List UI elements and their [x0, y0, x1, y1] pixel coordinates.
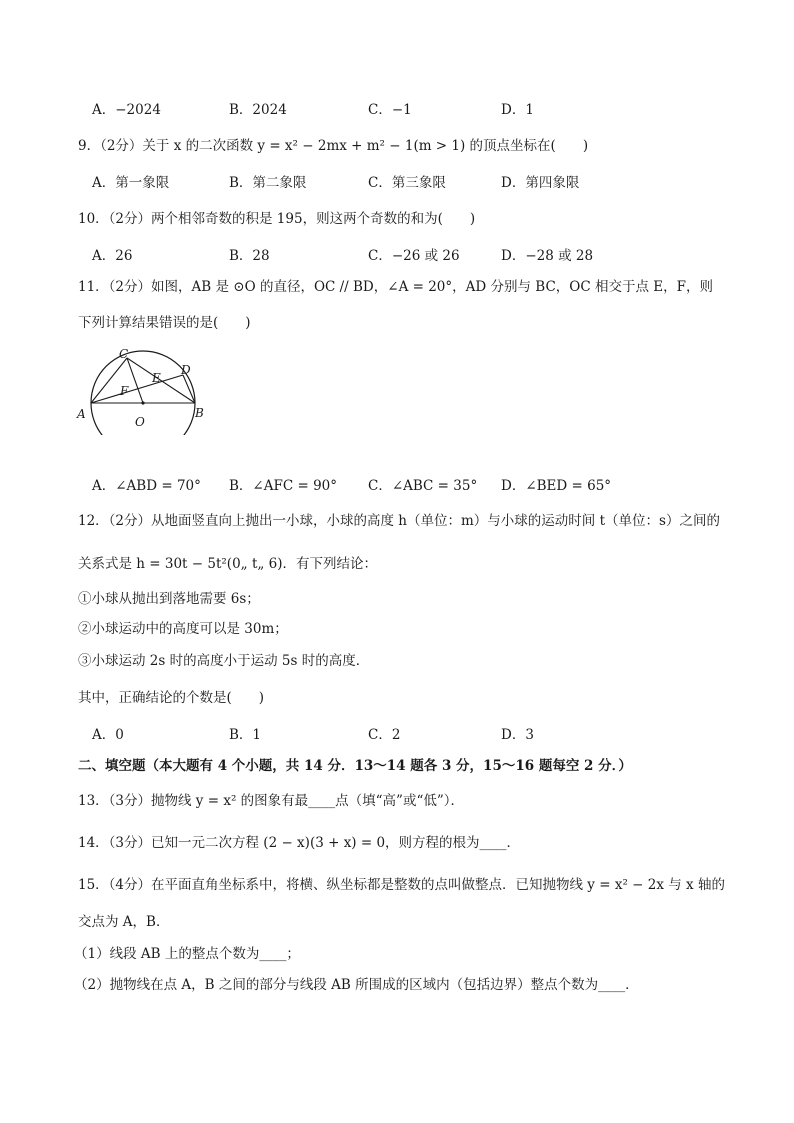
q12-ask: 其中，正确结论的个数是( ) — [78, 690, 265, 706]
q11-circle-figure — [74, 345, 214, 435]
q9-option-a[interactable]: A．第一象限 — [92, 175, 170, 191]
q13-stem: 13．（3分）抛物线 y = x² 的图象有最____点（填“高”或“低”）． — [78, 793, 465, 809]
q12-options — [92, 726, 712, 744]
q8-option-c[interactable]: C．−1 — [368, 102, 412, 118]
q11-stem-line2: 下列计算结果错误的是( ) — [78, 315, 251, 331]
q11-option-d[interactable]: D．∠BED = 65° — [501, 478, 612, 494]
q10-option-a[interactable]: A．26 — [92, 248, 133, 264]
label-e: E — [152, 371, 161, 385]
q9-options — [92, 174, 712, 192]
section-2-heading: 二、填空题（本大题有 4 个小题，共 14 分．13～14 题各 3 分，15～16 题每空 2 分．） — [78, 758, 632, 774]
segment-ad — [91, 375, 183, 403]
label-f: F — [120, 384, 129, 398]
q10-options — [92, 247, 712, 265]
q11-options — [92, 477, 712, 495]
q12-option-b[interactable]: B．1 — [229, 727, 262, 743]
q15-stem-line2: 交点为 A，B． — [78, 914, 170, 930]
label-o: O — [135, 415, 145, 429]
q10-option-c[interactable]: C．−26 或 26 — [368, 248, 460, 264]
q12-conclusion-3: ③小球运动 2s 时的高度小于运动 5s 时的高度． — [78, 653, 370, 669]
q9-option-c[interactable]: C．第三象限 — [368, 175, 446, 191]
q12-conclusion-2: ②小球运动中的高度可以是 30m； — [78, 621, 288, 637]
q11-stem-line1: 11．（2分）如图，AB 是 ⊙O 的直径，OC // BD，∠A = 20°，AD 分别与 BC，OC 相交于点 E，F，则 — [78, 279, 714, 295]
q10-stem: 10．（2分）两个相邻奇数的积是 195，则这两个奇数的和为( ) — [78, 211, 476, 227]
q11-option-a[interactable]: A．∠ABD = 70° — [92, 478, 201, 494]
label-b: B — [195, 406, 204, 420]
label-d: D — [181, 363, 191, 377]
q15-part-1: （1）线段 AB 上的整点个数为____； — [74, 946, 300, 962]
label-c: C — [119, 347, 129, 361]
q11-option-c[interactable]: C．∠ABC = 35° — [368, 478, 478, 494]
q8-options — [92, 101, 712, 119]
q15-stem-line1: 15．（4分）在平面直角坐标系中，将横、纵坐标都是整数的点叫做整点．已知抛物线 y = x² − 2x 与 x 轴的 — [78, 877, 725, 893]
q8-option-a[interactable]: A．−2024 — [92, 102, 161, 118]
q10-option-d[interactable]: D．−28 或 28 — [501, 248, 594, 264]
center-point-o — [141, 401, 144, 404]
q12-stem-line2: 关系式是 h = 30t − 5t²(0„ t„ 6)．有下列结论： — [78, 556, 378, 572]
q14-stem: 14．（3分）已知一元二次方程 (2 − x)(3 + x) = 0，则方程的根为____． — [78, 835, 521, 851]
q15-part-2: （2）抛物线在点 A，B 之间的部分与线段 AB 所围成的区域内（包括边界）整点个数为____． — [74, 977, 639, 993]
q8-option-b[interactable]: B．2024 — [229, 102, 287, 118]
q12-option-a[interactable]: A．0 — [92, 727, 124, 743]
q9-option-b[interactable]: B．第二象限 — [229, 175, 307, 191]
q12-conclusion-1: ①小球从抛出到落地需要 6s； — [78, 591, 260, 607]
label-a: A — [77, 407, 86, 421]
q12-option-d[interactable]: D．3 — [501, 727, 534, 743]
q8-option-d[interactable]: D．1 — [501, 102, 534, 118]
q12-stem-line1: 12．（2分）从地面竖直向上抛出一小球，小球的高度 h（单位：m）与小球的运动时间 t（单位：s）之间的 — [78, 513, 720, 529]
q11-option-b[interactable]: B．∠AFC = 90° — [229, 478, 337, 494]
q9-stem: 9．（2分）关于 x 的二次函数 y = x² − 2mx + m² − 1(m > 1) 的顶点坐标在( ) — [78, 138, 589, 154]
q12-option-c[interactable]: C．2 — [368, 727, 401, 743]
q10-option-b[interactable]: B．28 — [229, 248, 270, 264]
q9-option-d[interactable]: D．第四象限 — [501, 175, 580, 191]
segment-oc — [127, 358, 143, 403]
